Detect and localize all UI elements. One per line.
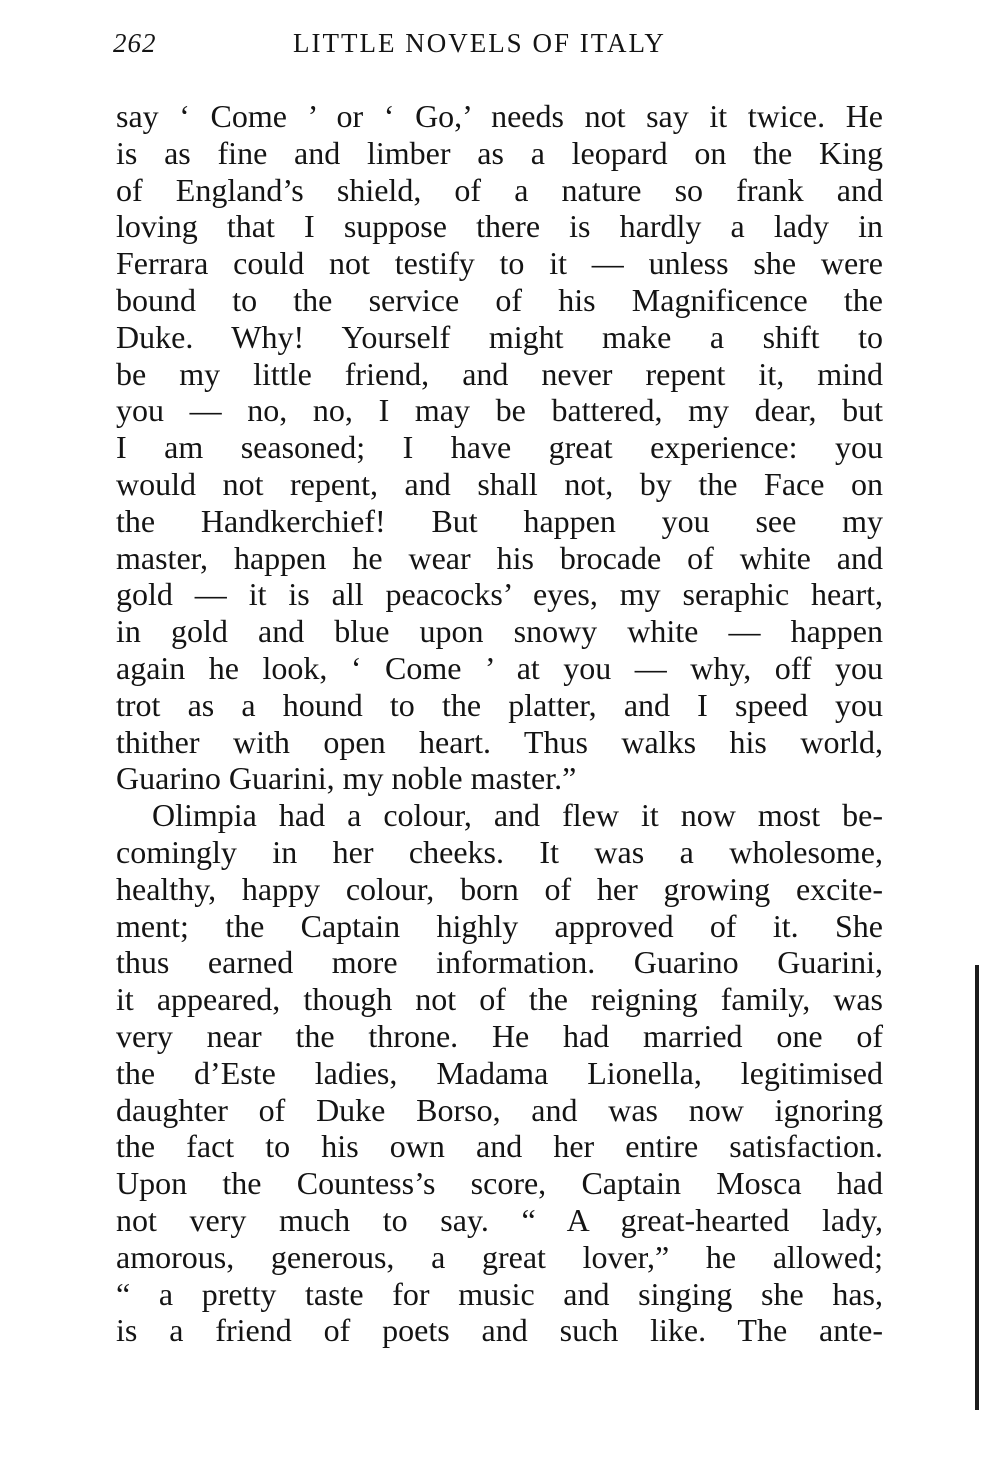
text-line: “ a pretty taste for music and singing she has,: [116, 1275, 883, 1312]
text-line: the Handkerchief! But happen you see my: [116, 502, 883, 539]
text-line: Ferrara could not testify to it — unless she were: [116, 245, 883, 282]
text-line: it appeared, though not of the reigning family, was: [116, 981, 883, 1018]
text-line: is a friend of poets and such like. The ante-: [116, 1312, 883, 1349]
text-line: healthy, happy colour, born of her growing excite-: [116, 870, 883, 907]
page-header: [113, 28, 883, 64]
text-line: gold — it is all peacocks’ eyes, my seraphic heart,: [116, 576, 883, 613]
text-line: bound to the service of his Magnificence the: [116, 281, 883, 318]
text-line: be my little friend, and never repent it, mind: [116, 355, 883, 392]
text-line: the d’Este ladies, Madama Lionella, legitimised: [116, 1054, 883, 1091]
text-line: amorous, generous, a great lover,” he allowed;: [116, 1238, 883, 1275]
margin-rule: [975, 965, 979, 1410]
body-text: [116, 98, 883, 1349]
text-line: in gold and blue upon snowy white — happen: [116, 613, 883, 650]
text-line: Guarino Guarini, my noble master.”: [116, 760, 577, 797]
text-line: daughter of Duke Borso, and was now ignoring: [116, 1091, 883, 1128]
text-line: would not repent, and shall not, by the Face on: [116, 465, 883, 502]
text-line: very near the throne. He had married one of: [116, 1017, 883, 1054]
text-line: master, happen he wear his brocade of white and: [116, 539, 883, 576]
text-line: Olimpia had a colour, and flew it now most be-: [152, 797, 883, 834]
text-line: comingly in her cheeks. It was a wholesome,: [116, 833, 883, 870]
text-line: trot as a hound to the platter, and I speed you: [116, 686, 883, 723]
text-line: Upon the Countess’s score, Captain Mosca had: [116, 1165, 883, 1202]
text-line: of England’s shield, of a nature so frank and: [116, 171, 883, 208]
text-line: say ‘ Come ’ or ‘ Go,’ needs not say it twice. He: [116, 98, 883, 134]
paragraph-2: [116, 797, 883, 1349]
running-title: LITTLE NOVELS OF ITALY: [293, 28, 666, 58]
text-line: not very much to say. “ A great-hearted lady,: [116, 1201, 883, 1238]
text-line: again he look, ‘ Come ’ at you — why, off you: [116, 649, 883, 686]
text-line: I am seasoned; I have great experience: you: [116, 429, 883, 466]
text-line: the fact to his own and her entire satisfaction.: [116, 1128, 883, 1165]
text-line: is as fine and limber as a leopard on the King: [116, 134, 883, 171]
text-line: Duke. Why! Yourself might make a shift to: [116, 318, 883, 355]
text-line: thither with open heart. Thus walks his world,: [116, 723, 883, 760]
paragraph-1: [116, 98, 883, 797]
text-line: thus earned more information. Guarino Guarini,: [116, 944, 883, 981]
text-line: ment; the Captain highly approved of it. She: [116, 907, 883, 944]
text-line: you — no, no, I may be battered, my dear, but: [116, 392, 883, 429]
page-number: 262: [113, 28, 157, 58]
text-line: loving that I suppose there is hardly a lady in: [116, 208, 883, 245]
